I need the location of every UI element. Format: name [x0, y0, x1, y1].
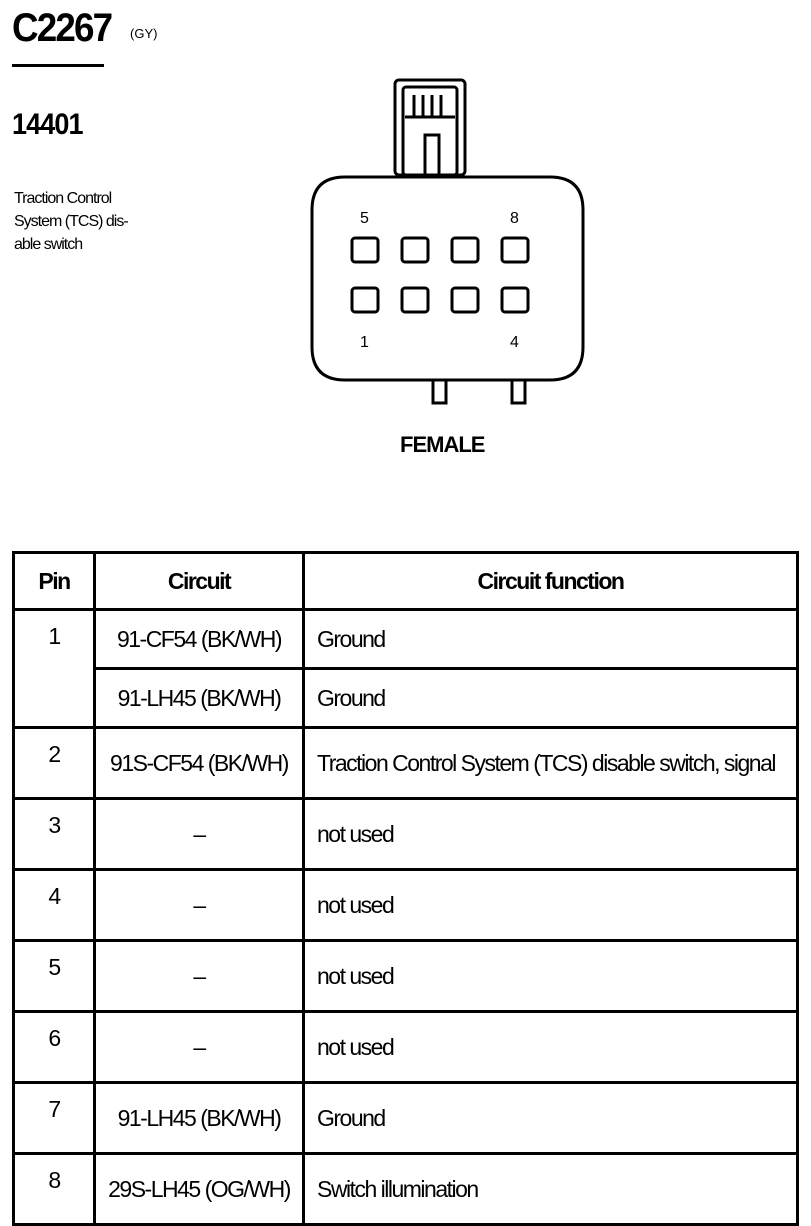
part-number: 14401	[12, 108, 83, 141]
table-row	[14, 728, 798, 799]
pin-cavity	[502, 288, 528, 312]
pin-cell: 7	[14, 1083, 95, 1154]
connector-id: C2267	[12, 6, 112, 50]
pin-label-8: 8	[510, 210, 519, 227]
circuit-cell: 91-LH45 (BK/WH)	[95, 1083, 304, 1154]
circuit-cell: –	[95, 1012, 304, 1083]
pin-cavity	[452, 238, 478, 262]
table-row	[14, 870, 798, 941]
connector-face-diagram	[300, 75, 600, 415]
pin-label-5: 5	[360, 210, 369, 227]
circuit-cell: 29S-LH45 (OG/WH)	[95, 1154, 304, 1225]
pin-cavity	[402, 238, 428, 262]
function-cell: Ground	[304, 669, 798, 728]
function-cell: Ground	[304, 1083, 798, 1154]
table-row	[14, 1154, 798, 1225]
circuit-cell: –	[95, 870, 304, 941]
connector-color: (GY)	[130, 26, 158, 41]
column-header-circuit: Circuit	[95, 553, 304, 610]
function-cell: not used	[304, 941, 798, 1012]
pin-cavity	[352, 238, 378, 262]
pin-table	[12, 551, 799, 1226]
table-row	[14, 669, 798, 728]
circuit-cell: 91-LH45 (BK/WH)	[95, 669, 304, 728]
component-description: Traction Control System (TCS) dis- able switch	[14, 190, 128, 253]
function-cell: not used	[304, 870, 798, 941]
pin-cell: 8	[14, 1154, 95, 1225]
function-cell: Traction Control System (TCS) disable switch, signal	[304, 728, 798, 799]
table-header-row	[14, 553, 798, 610]
pin-cell: 2	[14, 728, 95, 799]
circuit-cell: –	[95, 941, 304, 1012]
locking-tab	[395, 80, 465, 177]
pin-cell: 6	[14, 1012, 95, 1083]
connector-housing	[312, 177, 583, 380]
pin-cavity	[352, 288, 378, 312]
circuit-cell: 91-CF54 (BK/WH)	[95, 610, 304, 669]
function-cell: not used	[304, 799, 798, 870]
pin-cavity	[502, 238, 528, 262]
table-row	[14, 799, 798, 870]
pin-cell: 4	[14, 870, 95, 941]
pin-label-1: 1	[360, 334, 369, 351]
circuit-cell: 91S-CF54 (BK/WH)	[95, 728, 304, 799]
function-cell: Switch illumination	[304, 1154, 798, 1225]
title-underline	[12, 64, 104, 67]
pin-cell: 5	[14, 941, 95, 1012]
pin-cavity	[402, 288, 428, 312]
pin-cell: 3	[14, 799, 95, 870]
table-row	[14, 941, 798, 1012]
housing-feet	[433, 380, 525, 403]
column-header-function: Circuit function	[304, 553, 798, 610]
view-label: FEMALE	[400, 432, 485, 457]
table-row	[14, 1012, 798, 1083]
table-row	[14, 1083, 798, 1154]
function-cell: not used	[304, 1012, 798, 1083]
column-header-pin: Pin	[14, 553, 95, 610]
pin-label-4: 4	[510, 334, 519, 351]
pin-cell: 1	[14, 610, 95, 728]
table-row	[14, 610, 798, 669]
pin-cavity	[452, 288, 478, 312]
pin-cavities	[352, 238, 528, 312]
function-cell: Ground	[304, 610, 798, 669]
circuit-cell: –	[95, 799, 304, 870]
